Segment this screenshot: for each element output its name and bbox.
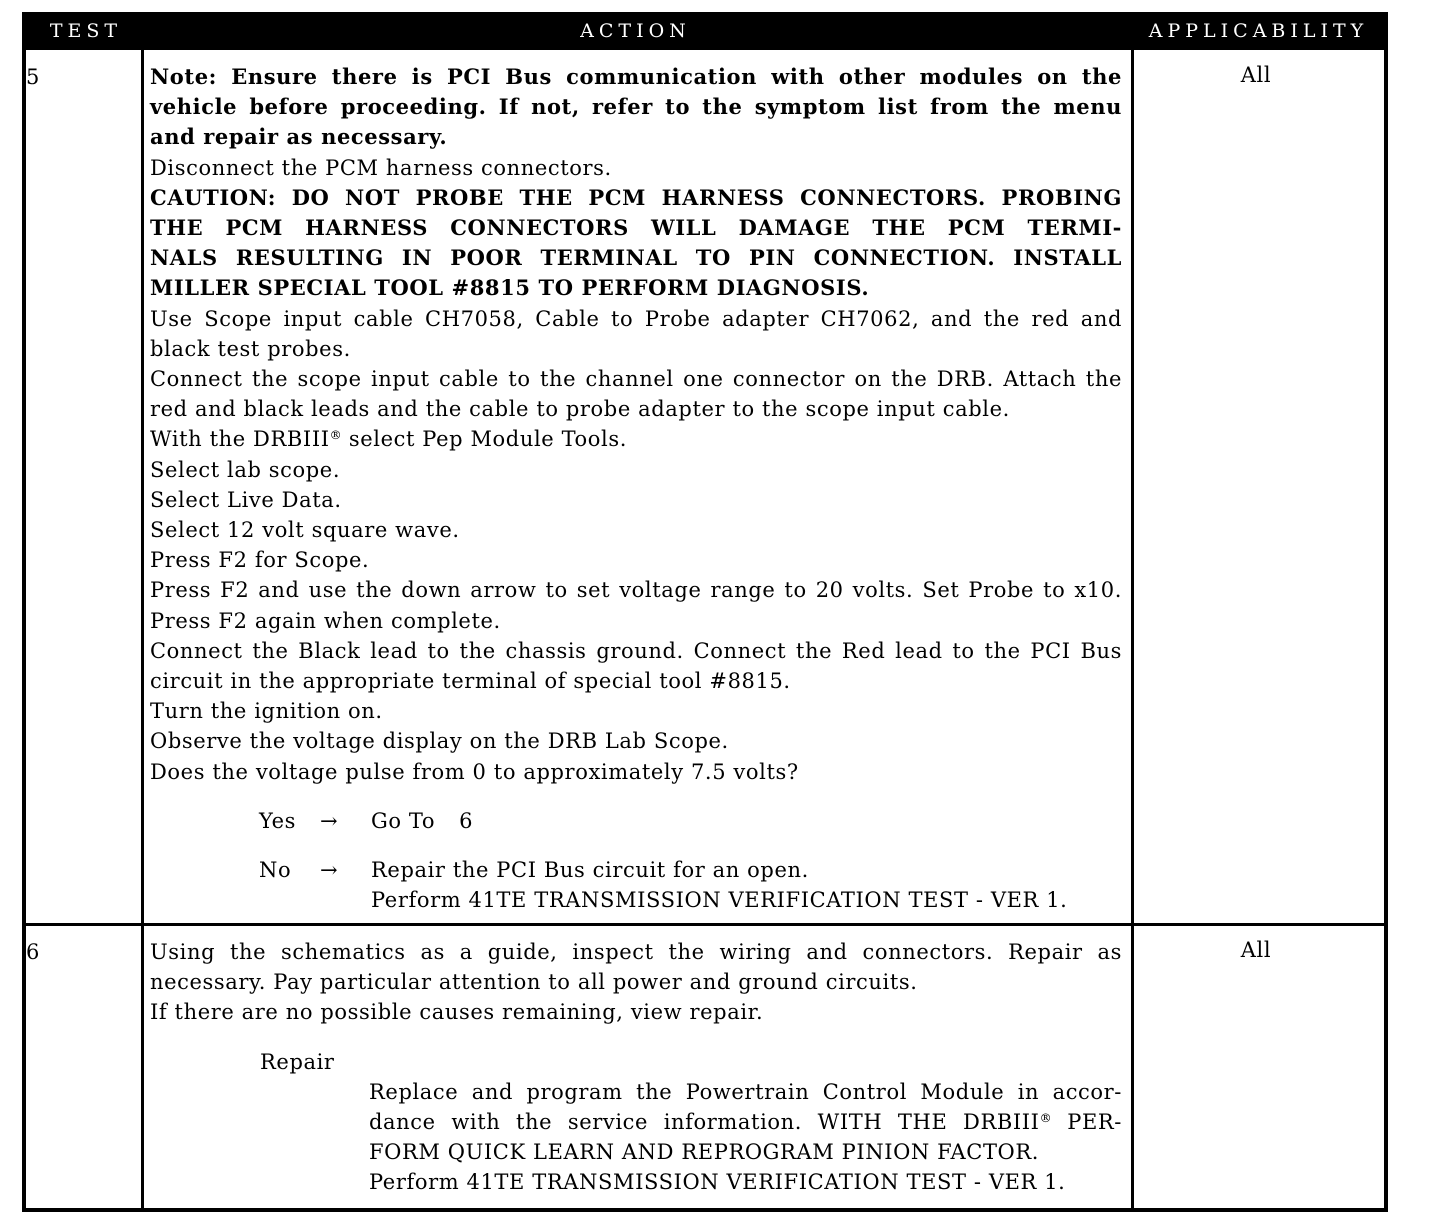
- step-line: Select 12 volt square wave.: [150, 518, 460, 543]
- no-branch: [150, 855, 1122, 915]
- table-row-test-6: [26, 926, 1384, 1208]
- applicability-cell: [1134, 926, 1384, 1208]
- repair-label: Repair: [260, 1049, 335, 1074]
- yes-branch: [150, 806, 1122, 836]
- no-result-line: Repair the PCI Bus circuit for an open.: [371, 858, 809, 883]
- yes-result: [371, 806, 1122, 836]
- goto-target: 6: [459, 808, 474, 833]
- step-line: red and black leads and the cable to probe adapter to the scope input cable.: [150, 397, 1010, 422]
- test-number-cell: [26, 926, 144, 1208]
- table-row-test-5: [26, 50, 1384, 926]
- step-line: black test probes.: [150, 336, 351, 361]
- header-test: TEST: [26, 16, 144, 50]
- test-number: 5: [26, 65, 40, 89]
- step-line: Connect the Black lead to the chassis ground. Connect the Red lead to the PCI Bus: [150, 638, 1122, 663]
- caution-line: THE PCM HARNESS CONNECTORS WILL DAMAGE THE PCM TERMI-: [150, 215, 1122, 241]
- step-line: Select Live Data.: [150, 487, 342, 512]
- step-line: Disconnect the PCM harness connectors.: [150, 155, 612, 180]
- no-label: No: [259, 858, 292, 883]
- repair-instructions: [150, 1077, 1122, 1198]
- note-line: vehicle before proceeding. If not, refer to the symptom list from the menu: [150, 94, 1122, 120]
- diagnostic-test-table: [22, 12, 1388, 1212]
- step-line: Connect the scope input cable to the channel one connector on the DRB. Attach the: [150, 367, 1122, 392]
- right-arrow-icon: →: [320, 808, 339, 833]
- step-line: Press F2 for Scope.: [150, 548, 370, 573]
- no-result-line: Perform 41TE TRANSMISSION VERIFICATION TEST - VER 1.: [371, 888, 1068, 913]
- applicability-value: All: [1240, 938, 1272, 962]
- action-cell: [144, 50, 1134, 923]
- action-cell: [144, 926, 1134, 1208]
- header-applicability: APPLICABILITY: [1148, 20, 1369, 42]
- step-line: With the DRBIII® select Pep Module Tools.: [150, 427, 628, 452]
- no-result: [371, 855, 1122, 915]
- test-number: 6: [26, 940, 40, 964]
- step-line: Use Scope input cable CH7058, Cable to Probe adapter CH7062, and the red and: [150, 306, 1122, 331]
- test-number-cell: [26, 50, 144, 923]
- step-line: Using the schematics as a guide, inspect the wiring and connectors. Repair as: [150, 940, 1122, 964]
- applicability-cell: [1134, 50, 1384, 923]
- step-line: Select lab scope.: [150, 457, 341, 482]
- repair-line: Replace and program the Powertrain Control Module in accor-: [369, 1079, 1122, 1104]
- caution-line: MILLER SPECIAL TOOL #8815 TO PERFORM DIAGNOSIS.: [150, 275, 870, 301]
- step-line: Observe the voltage display on the DRB Lab Scope.: [150, 729, 729, 754]
- yes-label: Yes: [259, 808, 297, 833]
- repair-line: dance with the service information. WITH THE DRBIII® PER-: [369, 1110, 1122, 1135]
- note-line: Note: Ensure there is PCI Bus communication with other modules on the: [150, 64, 1122, 89]
- step-line: necessary. Pay particular attention to all power and ground circuits.: [150, 970, 918, 995]
- note-line: and repair as necessary.: [150, 124, 448, 150]
- question-line: Does the voltage pulse from 0 to approximately 7.5 volts?: [150, 759, 799, 784]
- step-line: Press F2 again when complete.: [150, 608, 501, 633]
- caution-line: CAUTION: DO NOT PROBE THE PCM HARNESS CONNECTORS. PROBING: [150, 184, 1122, 210]
- repair-line: FORM QUICK LEARN AND REPROGRAM PINION FACTOR.: [369, 1140, 1040, 1165]
- step-line: circuit in the appropriate terminal of special tool #8815.: [150, 669, 791, 694]
- step-line: Turn the ignition on.: [150, 699, 383, 724]
- repair-line: Perform 41TE TRANSMISSION VERIFICATION TEST - VER 1.: [369, 1170, 1066, 1195]
- step-line: If there are no possible causes remaining, view repair.: [150, 1000, 764, 1025]
- table-header: [26, 16, 1384, 50]
- goto-label: Go To: [371, 808, 436, 833]
- header-action: ACTION: [144, 16, 1134, 50]
- step-line: Press F2 and use the down arrow to set voltage range to 20 volts. Set Probe to x10.: [150, 578, 1122, 603]
- caution-line: NALS RESULTING IN POOR TERMINAL TO PIN CONNECTION. INSTALL: [150, 245, 1122, 271]
- applicability-value: All: [1240, 63, 1272, 87]
- right-arrow-icon: →: [320, 858, 339, 883]
